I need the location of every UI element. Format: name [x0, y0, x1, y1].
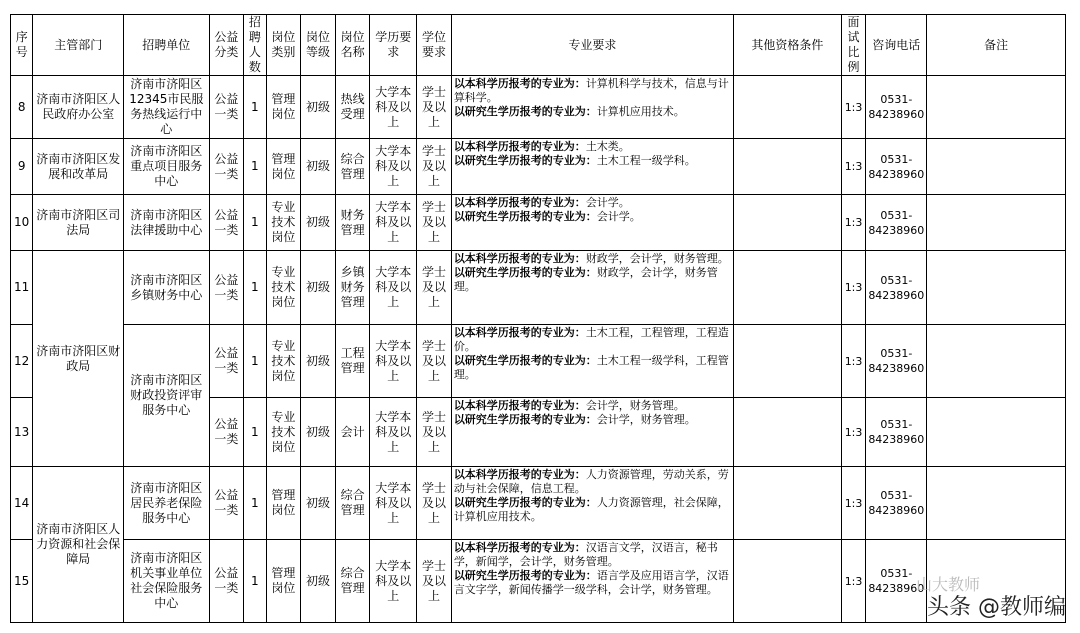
cell-dept: 济南市济阳区财政局 [33, 251, 124, 467]
table-row [11, 139, 1066, 195]
req-text: 土木类。 [585, 140, 630, 153]
cell-phone: 0531-84238960 [866, 325, 927, 398]
cell-no: 9 [11, 139, 33, 195]
req-label: 以本科学历报考的专业为： [453, 468, 586, 481]
cell-req [451, 467, 733, 540]
req-label: 以本科学历报考的专业为： [453, 196, 586, 209]
cell-no: 13 [11, 398, 33, 467]
cell-phone: 0531-84238960 [866, 195, 927, 251]
req-text: 财政学，会计学，财务管理。 [585, 252, 729, 265]
cell-num: 1 [244, 398, 266, 467]
cell-num: 1 [244, 540, 266, 623]
col-header: 备注 [927, 15, 1066, 76]
cell-dept: 济南市济阳区司法局 [33, 195, 124, 251]
cell-other [733, 76, 841, 139]
req-text: 语言学及应用语言学，汉语言文字学，新闻传播学一级学科，会计学，财务管理。 [453, 569, 729, 596]
cell-unit: 济南市济阳区乡镇财务中心 [124, 251, 210, 325]
cell-unit: 济南市济阳区居民养老保险服务中心 [124, 467, 210, 540]
cell-num: 1 [244, 467, 266, 540]
cell-class: 公益一类 [209, 251, 244, 325]
cell-class: 公益一类 [209, 325, 244, 398]
cell-edu: 大学本科及以上 [370, 398, 417, 467]
col-header: 咨询电话 [866, 15, 927, 76]
req-text: 人力资源管理，社会保障，计算机应用技术。 [453, 496, 729, 523]
cell-remark [927, 139, 1066, 195]
cell-ratio: 1:3 [841, 325, 865, 398]
col-header: 岗位名称 [335, 15, 370, 76]
table-row [11, 195, 1066, 251]
cell-post: 乡镇财务管理 [335, 251, 370, 325]
cell-req [451, 540, 733, 623]
cell-cat: 专业技术岗位 [266, 325, 301, 398]
req-label: 以研究生学历报考的专业为： [453, 210, 597, 223]
cell-remark [927, 467, 1066, 540]
cell-other [733, 251, 841, 325]
req-label: 以研究生学历报考的专业为： [453, 354, 597, 367]
cell-num: 1 [244, 251, 266, 325]
cell-post: 综合管理 [335, 467, 370, 540]
col-header: 面试比例 [841, 15, 865, 76]
cell-cat: 管理岗位 [266, 139, 301, 195]
cell-level: 初级 [301, 398, 336, 467]
cell-post: 工程管理 [335, 325, 370, 398]
cell-ratio: 1:3 [841, 467, 865, 540]
req-label: 以本科学历报考的专业为： [453, 252, 586, 265]
req-text: 计算机科学与技术，信息与计算科学。 [453, 77, 729, 104]
table-row [11, 251, 1066, 325]
req-text: 土木工程，工程管理，工程造价。 [453, 326, 729, 353]
cell-edu: 大学本科及以上 [370, 540, 417, 623]
cell-level: 初级 [301, 325, 336, 398]
req-label: 以研究生学历报考的专业为： [453, 496, 597, 509]
col-header: 招聘人数 [244, 15, 266, 76]
cell-dept: 济南市济阳区发展和改革局 [33, 139, 124, 195]
cell-class: 公益一类 [209, 76, 244, 139]
cell-unit: 济南市济阳区财政投资评审服务中心 [124, 325, 210, 467]
cell-cat: 管理岗位 [266, 76, 301, 139]
cell-no: 10 [11, 195, 33, 251]
cell-unit: 济南市济阳区法律援助中心 [124, 195, 210, 251]
cell-req [451, 251, 733, 325]
req-text: 计算机应用技术。 [596, 105, 685, 118]
cell-unit: 济南市济阳区12345市民服务热线运行中心 [124, 76, 210, 139]
col-header: 专业要求 [451, 15, 733, 76]
cell-post: 综合管理 [335, 540, 370, 623]
req-text: 会计学。 [585, 196, 630, 209]
col-header: 岗位等级 [301, 15, 336, 76]
cell-edu: 大学本科及以上 [370, 76, 417, 139]
cell-deg: 学士及以上 [417, 540, 452, 623]
req-label: 以研究生学历报考的专业为： [453, 266, 597, 279]
cell-ratio: 1:3 [841, 540, 865, 623]
cell-edu: 大学本科及以上 [370, 195, 417, 251]
cell-remark [927, 76, 1066, 139]
cell-unit: 济南市济阳区重点项目服务中心 [124, 139, 210, 195]
cell-level: 初级 [301, 139, 336, 195]
cell-class: 公益一类 [209, 540, 244, 623]
cell-ratio: 1:3 [841, 139, 865, 195]
cell-level: 初级 [301, 76, 336, 139]
col-header: 公益分类 [209, 15, 244, 76]
req-label: 以研究生学历报考的专业为： [453, 105, 597, 118]
cell-remark [927, 398, 1066, 467]
col-header: 主管部门 [33, 15, 124, 76]
table-row [11, 467, 1066, 540]
faint-watermark: 山大教师 [915, 575, 980, 594]
cell-deg: 学士及以上 [417, 467, 452, 540]
cell-cat: 管理岗位 [266, 467, 301, 540]
req-text: 会计学，财务管理。 [585, 399, 685, 412]
cell-no: 14 [11, 467, 33, 540]
cell-post: 热线受理 [335, 76, 370, 139]
cell-deg: 学士及以上 [417, 195, 452, 251]
cell-phone: 0531-84238960 [866, 540, 927, 623]
table-row [11, 325, 1066, 398]
cell-ratio: 1:3 [841, 398, 865, 467]
cell-cat: 专业技术岗位 [266, 195, 301, 251]
cell-phone: 0531-84238960 [866, 398, 927, 467]
cell-req [451, 139, 733, 195]
cell-unit: 济南市济阳区机关事业单位社会保险服务中心 [124, 540, 210, 623]
col-header: 学位要求 [417, 15, 452, 76]
cell-num: 1 [244, 195, 266, 251]
cell-no: 8 [11, 76, 33, 139]
cell-no: 15 [11, 540, 33, 623]
col-header: 其他资格条件 [733, 15, 841, 76]
req-label: 以研究生学历报考的专业为： [453, 569, 597, 582]
req-label: 以本科学历报考的专业为： [453, 140, 586, 153]
col-header: 岗位类别 [266, 15, 301, 76]
cell-req [451, 325, 733, 398]
cell-dept: 济南市济阳区人民政府办公室 [33, 76, 124, 139]
cell-cat: 专业技术岗位 [266, 398, 301, 467]
cell-level: 初级 [301, 251, 336, 325]
table-row [11, 76, 1066, 139]
req-text: 人力资源管理，劳动关系，劳动与社会保障，信息工程。 [453, 468, 729, 495]
cell-num: 1 [244, 76, 266, 139]
req-label: 以本科学历报考的专业为： [453, 541, 586, 554]
cell-req [451, 76, 733, 139]
cell-remark [927, 251, 1066, 325]
cell-ratio: 1:3 [841, 251, 865, 325]
cell-other [733, 139, 841, 195]
cell-ratio: 1:3 [841, 76, 865, 139]
cell-phone: 0531-84238960 [866, 251, 927, 325]
cell-edu: 大学本科及以上 [370, 325, 417, 398]
req-text: 土木工程一级学科，工程管理。 [453, 354, 729, 381]
cell-level: 初级 [301, 467, 336, 540]
table-row [11, 540, 1066, 623]
cell-post: 财务管理 [335, 195, 370, 251]
req-label: 以研究生学历报考的专业为： [453, 413, 597, 426]
cell-edu: 大学本科及以上 [370, 467, 417, 540]
cell-cat: 管理岗位 [266, 540, 301, 623]
cell-deg: 学士及以上 [417, 76, 452, 139]
cell-phone: 0531-84238960 [866, 76, 927, 139]
cell-class: 公益一类 [209, 467, 244, 540]
cell-class: 公益一类 [209, 398, 244, 467]
req-text: 会计学，财务管理。 [596, 413, 696, 426]
col-header: 序号 [11, 15, 33, 76]
req-label: 以本科学历报考的专业为： [453, 77, 586, 90]
cell-cat: 专业技术岗位 [266, 251, 301, 325]
cell-other [733, 540, 841, 623]
header-row [11, 15, 1066, 76]
cell-num: 1 [244, 139, 266, 195]
req-label: 以本科学历报考的专业为： [453, 326, 586, 339]
cell-level: 初级 [301, 195, 336, 251]
watermark: 头条 @教师编 [927, 595, 1066, 620]
cell-other [733, 398, 841, 467]
cell-class: 公益一类 [209, 139, 244, 195]
cell-dept: 济南市济阳区人力资源和社会保障局 [33, 467, 124, 623]
cell-post: 综合管理 [335, 139, 370, 195]
cell-phone: 0531-84238960 [866, 139, 927, 195]
req-text: 汉语言文学，汉语言，秘书学，新闻学，会计学，财务管理。 [453, 541, 718, 568]
cell-deg: 学士及以上 [417, 139, 452, 195]
cell-edu: 大学本科及以上 [370, 251, 417, 325]
cell-deg: 学士及以上 [417, 398, 452, 467]
req-text: 会计学。 [596, 210, 641, 223]
cell-num: 1 [244, 325, 266, 398]
cell-other [733, 325, 841, 398]
cell-deg: 学士及以上 [417, 251, 452, 325]
cell-remark [927, 195, 1066, 251]
cell-class: 公益一类 [209, 195, 244, 251]
cell-no: 11 [11, 251, 33, 325]
cell-deg: 学士及以上 [417, 325, 452, 398]
cell-other [733, 467, 841, 540]
col-header: 招聘单位 [124, 15, 210, 76]
cell-other [733, 195, 841, 251]
cell-ratio: 1:3 [841, 195, 865, 251]
req-text: 土木工程一级学科。 [596, 154, 696, 167]
cell-post: 会计 [335, 398, 370, 467]
cell-phone: 0531-84238960 [866, 467, 927, 540]
col-header: 学历要求 [370, 15, 417, 76]
req-label: 以研究生学历报考的专业为： [453, 154, 597, 167]
cell-no: 12 [11, 325, 33, 398]
cell-req [451, 195, 733, 251]
req-text: 财政学，会计学，财务管理。 [453, 266, 718, 293]
req-label: 以本科学历报考的专业为： [453, 399, 586, 412]
cell-edu: 大学本科及以上 [370, 139, 417, 195]
cell-remark [927, 325, 1066, 398]
cell-level: 初级 [301, 540, 336, 623]
cell-req [451, 398, 733, 467]
recruitment-table [10, 14, 1066, 623]
